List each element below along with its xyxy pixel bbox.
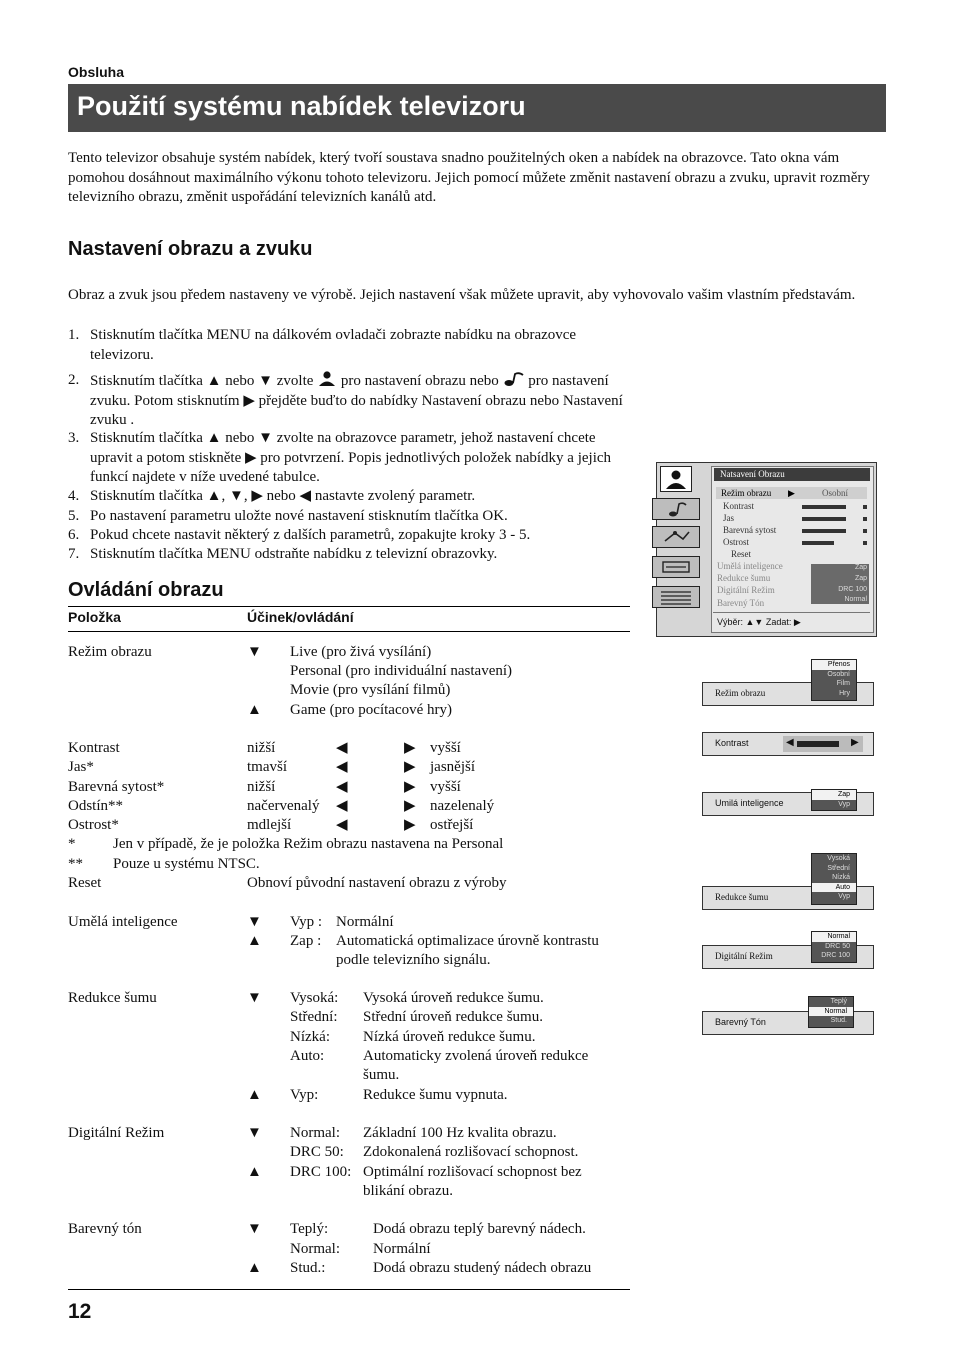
- arrow-left-icon: ◀: [336, 759, 348, 775]
- item-barevny-ton: Barevný tón: [68, 1221, 142, 1237]
- tone-key: Stud.:: [290, 1260, 326, 1276]
- osd-box-label: Kontrast: [715, 738, 749, 748]
- step-7: 7. Stisknutím tlačítka MENU odstraňte nabídku z televizní obrazovky.: [68, 546, 498, 562]
- note-mark: *: [68, 836, 76, 852]
- item-rezim-obrazu: Režim obrazu: [68, 644, 152, 660]
- note-text: Jen v případě, že je položka Režim obrazu nastavena na Personal: [113, 836, 504, 852]
- item-label: Jas*: [68, 759, 94, 775]
- arrow-right-icon: ▶: [404, 779, 416, 795]
- osd-item: Umělá inteligence: [717, 561, 783, 571]
- dropdown-option: Teplý: [830, 998, 847, 1005]
- dropdown-option: Vyp: [838, 893, 850, 901]
- osd-item: Barevný Tón: [717, 598, 765, 608]
- osd-kontrast-box: [702, 732, 874, 756]
- nastaveni-paragraph: Obraz a zvuk jsou předem nastaveny ve výrobě. Jejich nastavení však můžete upravit, aby vyhovovalo vašim vlastním představám.: [68, 287, 856, 303]
- intro-paragraph: Tento televizor obsahuje systém nabídek, který tvoří soustava snadno použitelných oken a nabídek na obrazovce. Tato okna vám pomohou dosáhnout maximálního výkonu tohoto televizoru. Jejich pomocí můžete změnit nastavení obrazu a zvuku, upravit rozměry televizního obrazu, změnit uspořádání televizních kanálů atd.: [68, 150, 870, 205]
- osd-value: Zap: [854, 564, 867, 571]
- arrow-up-icon: ▲: [247, 1164, 262, 1180]
- page-number: 12: [68, 1300, 92, 1323]
- noise-key: Vysoká:: [290, 990, 339, 1006]
- digital-value: Zdokonalená rozlišovací schopnost.: [363, 1144, 579, 1160]
- osd-bar-end: [863, 517, 867, 521]
- item-label: Odstín**: [68, 798, 124, 814]
- digital-key: DRC 50:: [290, 1144, 344, 1160]
- section-label: Obsluha: [68, 64, 125, 80]
- sound-note-icon: [653, 499, 699, 519]
- osd-rezim-value: Osobní: [822, 488, 849, 498]
- noise-value: Redukce šumu vypnuta.: [363, 1087, 508, 1103]
- sound-note-icon: [503, 371, 525, 387]
- preset-icon: [653, 587, 699, 607]
- high-label: jasnější: [430, 759, 475, 775]
- osd-bar: [802, 517, 846, 521]
- dropdown-option: Film: [836, 680, 850, 688]
- item-umela-inteligence: Umělá inteligence: [68, 914, 178, 930]
- arrow-right-icon: ▶: [404, 759, 416, 775]
- ai-value: podle televizního signálu.: [336, 952, 491, 968]
- low-label: mdlejší: [247, 817, 292, 833]
- osd-item: Barevná sytost: [723, 525, 777, 535]
- tone-key: Normal:: [290, 1241, 340, 1257]
- noise-value: Střední úroveň redukce šumu.: [363, 1009, 543, 1025]
- tone-key: Teplý:: [290, 1221, 329, 1237]
- arrow-left-icon: ◀: [336, 817, 348, 833]
- arrow-down-icon: ▼: [247, 1221, 262, 1237]
- osd-box-label: Barevný Tón: [715, 1017, 766, 1027]
- noise-key: Nízká:: [290, 1029, 330, 1045]
- table-bottom-rule: [68, 1289, 630, 1290]
- reset-desc: Obnoví původní nastavení obrazu z výroby: [247, 875, 507, 891]
- arrow-right-icon: ▶: [404, 798, 416, 814]
- osd-preset-tab: [652, 586, 700, 608]
- dropdown-option: Osobní: [827, 670, 850, 678]
- osd-tone-dropdown: [808, 996, 854, 1028]
- digital-key: Normal:: [290, 1125, 340, 1141]
- osd-bar-end: [863, 529, 867, 533]
- noise-value: Vysoká úroveň redukce šumu.: [363, 990, 544, 1006]
- feature-icon: [653, 527, 699, 547]
- tone-value: Dodá obrazu teplý barevný nádech.: [373, 1221, 586, 1237]
- osd-box-label: Redukce šumu: [715, 892, 769, 902]
- arrow-left-icon: ◀: [786, 737, 794, 748]
- low-label: načervenalý: [247, 798, 320, 814]
- dropdown-option: Zap: [812, 790, 856, 800]
- osd-box-label: Digitální Režim: [715, 951, 773, 961]
- osd-item: Ostrost: [723, 537, 750, 547]
- noise-value: Nízká úroveň redukce šumu.: [363, 1029, 536, 1045]
- arrow-down-icon: ▼: [247, 990, 262, 1006]
- high-label: vyšší: [430, 740, 461, 756]
- tone-value: Normální: [373, 1241, 431, 1257]
- picture-person-icon: [317, 371, 337, 387]
- osd-bar: [802, 505, 846, 509]
- osd-ai-dropdown: [811, 789, 857, 811]
- arrow-up-icon: ▲: [247, 1087, 262, 1103]
- arrow-left-icon: ◀: [336, 798, 348, 814]
- ai-value: Normální: [336, 914, 394, 930]
- page-title: Použití systému nabídek televizoru: [77, 91, 526, 121]
- osd-digital-dropdown: [811, 931, 857, 963]
- low-label: nižší: [247, 779, 276, 795]
- heading-nastaveni: Nastavení obrazu a zvuku: [68, 238, 313, 260]
- osd-item: Reset: [731, 549, 751, 559]
- dropdown-option: Hry: [839, 689, 850, 697]
- note-text: Pouze u systému NTSC.: [113, 856, 260, 872]
- noise-value: Automaticky zvolená úroveň redukce: [363, 1048, 589, 1064]
- osd-item: Redukce šumu: [717, 573, 771, 583]
- arrow-right-icon: ▶: [851, 737, 859, 748]
- dropdown-option: DRC 50: [825, 942, 850, 950]
- arrow-down-icon: ▼: [247, 914, 262, 930]
- digital-value: Optimální rozlišovací schopnost bez: [363, 1164, 582, 1180]
- osd-box-label: Umilá inteligence: [715, 798, 784, 808]
- rezim-live: Live (pro živá vysílání): [290, 644, 432, 660]
- setup-icon: [653, 557, 699, 577]
- step-5: 5. Po nastavení parametru uložte nové nastavení stisknutím tlačítka OK.: [68, 508, 508, 524]
- ai-key: Zap :: [290, 933, 322, 949]
- dropdown-option: Střední: [827, 864, 850, 872]
- osd-box-label: Režim obrazu: [715, 688, 766, 698]
- dropdown-option: Vysoká: [827, 855, 850, 862]
- arrow-left-icon: ◀: [336, 740, 348, 756]
- arrow-right-icon: ▶: [788, 488, 795, 498]
- osd-item: Digitální Režim: [717, 585, 775, 595]
- noise-key: Auto:: [290, 1048, 325, 1064]
- osd-setup-tab: [652, 556, 700, 578]
- tone-value: Dodá obrazu studený nádech obrazu: [373, 1260, 592, 1276]
- dropdown-option: Normal: [812, 932, 856, 942]
- table-header-item: Položka: [68, 609, 121, 625]
- osd-value: DRC 100: [838, 586, 867, 593]
- noise-value: šumu.: [363, 1067, 400, 1083]
- table-header-effect: Účinek/ovládání: [247, 609, 354, 625]
- heading-ovladani: Ovládání obrazu: [68, 579, 224, 601]
- step-2: 2. Stisknutím tlačítka ▲ nebo ▼ zvolte pro nastavení obrazu nebo pro nastavení zvuku. Potom stisknutím ▶ přejděte buďto do nabídky Nastavení obrazu nebo Nastavení zvuku .: [68, 372, 623, 428]
- item-redukce-sumu: Redukce šumu: [68, 990, 157, 1006]
- table-header-rule: [68, 631, 630, 632]
- osd-bar-end: [863, 505, 867, 509]
- arrow-up-icon: ▲: [247, 702, 262, 718]
- step-4: 4. Stisknutím tlačítka ▲, ▼, ▶ nebo ◀ nastavte zvolený parametr.: [68, 488, 476, 504]
- osd-item: Kontrast: [723, 501, 754, 511]
- osd-item: Jas: [723, 513, 734, 523]
- osd-sound-tab: [652, 498, 700, 520]
- item-reset: Reset: [68, 875, 102, 891]
- step-3: 3. Stisknutím tlačítka ▲ nebo ▼ zvolte na obrazovce parametr, jehož nastavení chcete upravit a potom stiskněte ▶ pro potvrzení. Popis jednotlivých položek nabídky a jejich funkcí najdete v níže uvedené tabulce.: [68, 430, 612, 485]
- digital-value: Základní 100 Hz kvalita obrazu.: [363, 1125, 557, 1141]
- rezim-movie: Movie (pro vysílání filmů): [290, 682, 451, 698]
- osd-value: Zap: [854, 575, 867, 582]
- dropdown-option: Normal: [809, 1007, 853, 1017]
- step-1: 1. Stisknutím tlačítka MENU na dálkovém ovladači zobrazte nabídku na obrazovce televizoru.: [68, 327, 577, 363]
- noise-key: Střední:: [290, 1009, 338, 1025]
- osd-bar: [802, 529, 846, 533]
- osd-rezim-dropdown: [811, 659, 857, 701]
- high-label: vyšší: [430, 779, 461, 795]
- low-label: tmavší: [247, 759, 287, 775]
- osd-features-tab: [652, 526, 700, 548]
- note-mark: **: [68, 856, 83, 872]
- dropdown-option: Nízká: [832, 874, 850, 882]
- digital-key: DRC 100:: [290, 1164, 352, 1180]
- arrow-right-icon: ▶: [404, 740, 416, 756]
- kontrast-bar: [797, 741, 839, 747]
- osd-bar: [802, 541, 834, 545]
- item-label: Ostrost*: [68, 817, 119, 833]
- item-label: Kontrast: [68, 740, 120, 756]
- dropdown-option: Auto: [812, 883, 856, 893]
- noise-key: Vyp:: [290, 1087, 319, 1103]
- arrow-up-icon: ▲: [247, 933, 262, 949]
- arrow-right-icon: ▶: [404, 817, 416, 833]
- osd-menu-title: Natsavení Obrazu: [714, 468, 870, 481]
- item-label: Barevná sytost*: [68, 779, 165, 795]
- high-label: ostřejší: [430, 817, 474, 833]
- digital-value: blikání obrazu.: [363, 1183, 453, 1199]
- arrow-up-icon: ▲: [247, 1260, 262, 1276]
- high-label: nazelenalý: [430, 798, 495, 814]
- osd-value: Normal: [844, 596, 867, 603]
- ai-value: Automatická optimalizace úrovně kontrastu: [336, 933, 599, 949]
- rezim-personal: Personal (pro individuální nastavení): [290, 663, 513, 679]
- osd-picture-tab: [660, 466, 692, 492]
- rezim-game: Game (pro pocítacové hry): [290, 702, 453, 718]
- dropdown-option: Stud.: [830, 1017, 847, 1025]
- osd-item-rezim: Režim obrazu: [721, 488, 772, 498]
- dropdown-option: Přenos: [812, 660, 856, 670]
- arrow-down-icon: ▼: [247, 644, 262, 660]
- dropdown-option: DRC 100: [821, 952, 850, 960]
- step-6: 6. Pokud chcete nastavit některý z dalších parametrů, zopakujte kroky 3 - 5.: [68, 527, 531, 543]
- picture-person-icon: [661, 467, 691, 491]
- low-label: nižší: [247, 740, 276, 756]
- osd-bar-end: [863, 541, 867, 545]
- osd-noise-dropdown: [811, 853, 857, 905]
- ai-key: Vyp :: [290, 914, 323, 930]
- arrow-left-icon: ◀: [336, 779, 348, 795]
- page-title-bar: [68, 84, 886, 132]
- table-top-rule: [68, 606, 630, 607]
- osd-footer: Výběr: ▲▼ Zadat: ▶: [717, 617, 801, 627]
- arrow-down-icon: ▼: [247, 1125, 262, 1141]
- item-digitalni-rezim: Digitální Režim: [68, 1125, 165, 1141]
- dropdown-option: Vyp: [838, 800, 850, 808]
- osd-footer-rule: [713, 612, 870, 613]
